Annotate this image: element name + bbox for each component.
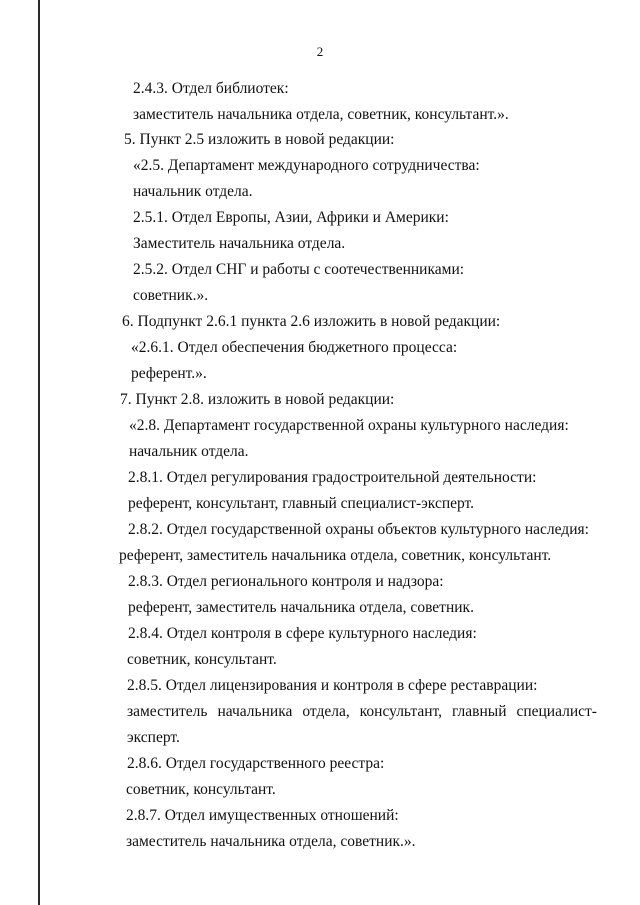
section-2-6-1-title: «2.6.1. Отдел обеспечения бюджетного процесса: — [131, 339, 458, 356]
section-2-8-1-positions: референт, консультант, главный специалист-эксперт. — [128, 495, 475, 512]
section-2-5-2-positions: советник.». — [133, 287, 209, 304]
section-2-5-2-title: 2.5.2. Отдел СНГ и работы с соотечественниками: — [133, 261, 465, 278]
positions-word: заместитель — [127, 703, 208, 720]
scan-edge-line — [38, 0, 40, 905]
section-2-5-1-title: 2.5.1. Отдел Европы, Азии, Африки и Америки: — [133, 209, 449, 226]
section-2-8-3-title: 2.8.3. Отдел регионального контроля и надзора: — [128, 573, 444, 590]
section-2-8-5-positions-continued: эксперт. — [127, 729, 180, 746]
section-2-8-1-title: 2.8.1. Отдел регулирования градостроительной деятельности: — [128, 469, 537, 486]
section-2-8-4-title: 2.8.4. Отдел контроля в сфере культурного наследия: — [128, 625, 477, 642]
positions-word: консультант, — [359, 703, 443, 720]
section-2-8-6-title: 2.8.6. Отдел государственного реестра: — [127, 755, 385, 772]
section-2-4-3-positions: заместитель начальника отдела, советник, консультант.». — [133, 106, 509, 123]
section-2-8-5-title: 2.8.5. Отдел лицензирования и контроля в сфере реставрации: — [127, 677, 538, 694]
section-2-8-7-title: 2.8.7. Отдел имущественных отношений: — [126, 807, 399, 824]
section-2-8-6-positions: советник, консультант. — [126, 781, 276, 798]
section-2-8-title: «2.8. Департамент государственной охраны культурного наследия: — [129, 417, 569, 434]
item-5-title: 5. Пункт 2.5 изложить в новой редакции: — [124, 131, 395, 148]
section-2-8-5-positions — [127, 703, 597, 721]
positions-word: начальника — [217, 703, 293, 720]
positions-word: отдела, — [302, 703, 350, 720]
section-2-8-4-positions: советник, консультант. — [127, 651, 277, 668]
section-2-8-2-title: 2.8.2. Отдел государственной охраны объектов культурного наследия: — [128, 521, 589, 538]
section-2-5-title: «2.5. Департамент международного сотрудничества: — [133, 157, 480, 174]
section-2-8-2-positions: референт, заместитель начальника отдела, советник, консультант. — [119, 547, 552, 564]
section-2-5-1-positions: Заместитель начальника отдела. — [133, 235, 346, 252]
positions-word: главный — [451, 703, 507, 720]
section-2-8-positions: начальник отдела. — [129, 443, 249, 460]
section-2-6-1-positions: референт.». — [131, 365, 207, 382]
item-6-title: 6. Подпункт 2.6.1 пункта 2.6 изложить в новой редакции: — [122, 313, 501, 330]
section-2-5-positions: начальник отдела. — [133, 183, 253, 200]
section-2-8-3-positions: референт, заместитель начальника отдела, советник. — [128, 599, 474, 616]
section-2-8-7-positions: заместитель начальника отдела, советник.». — [126, 833, 416, 850]
positions-word: специалист- — [516, 703, 597, 720]
section-2-4-3-title: 2.4.3. Отдел библиотек: — [133, 80, 289, 97]
page-number: 2 — [316, 44, 324, 59]
item-7-title: 7. Пункт 2.8. изложить в новой редакции: — [120, 391, 395, 408]
